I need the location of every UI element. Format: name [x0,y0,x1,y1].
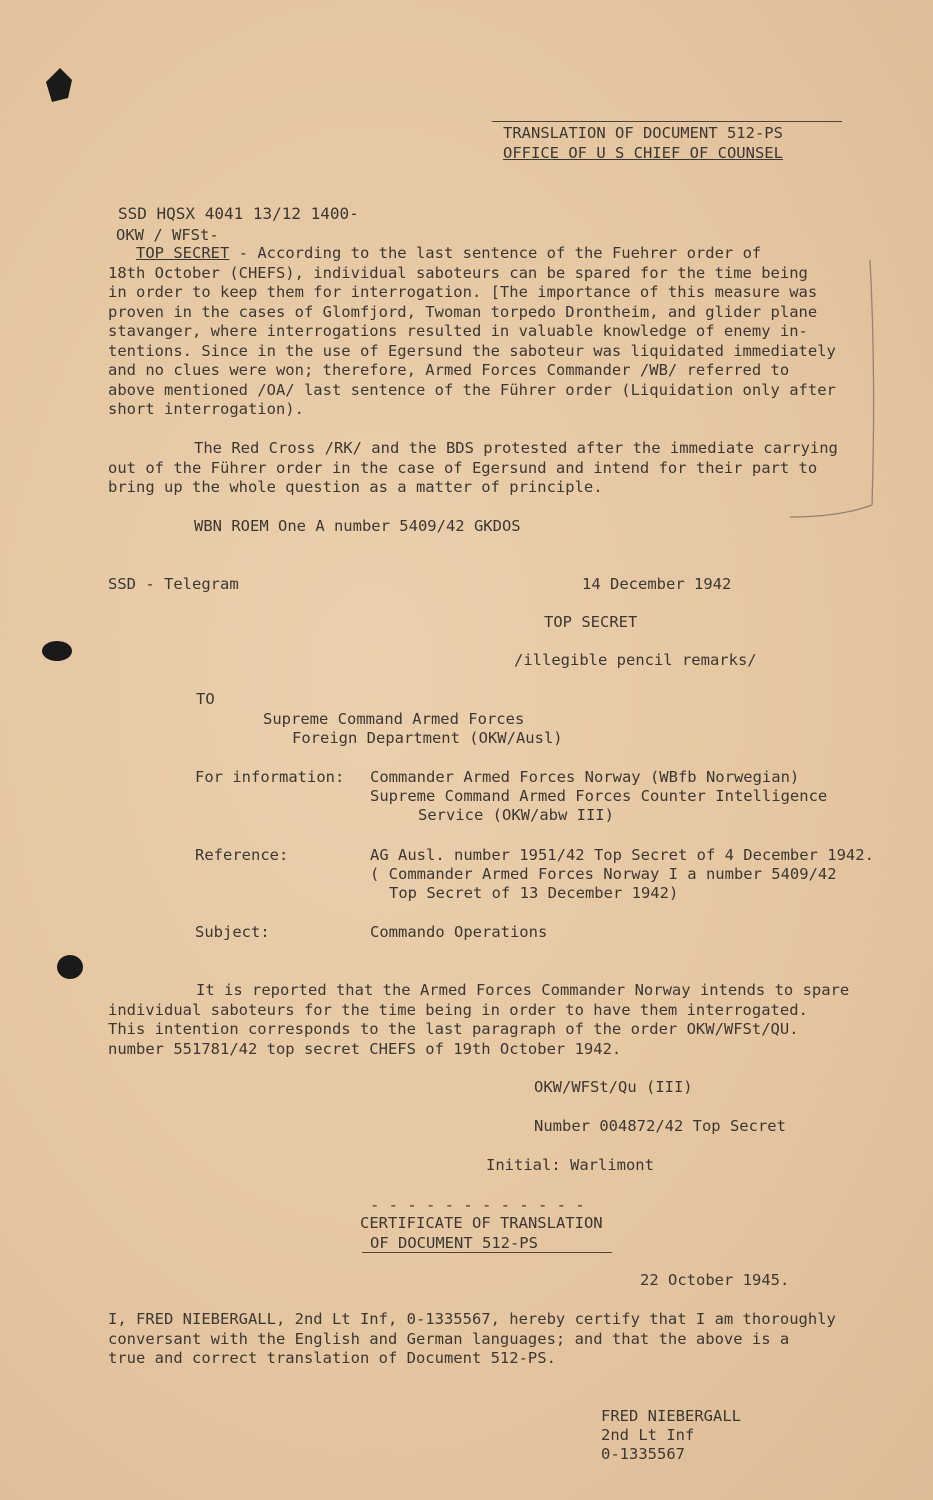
para2-line-1: The Red Cross /RK/ and the BDS protested after the immediate carrying [194,439,838,457]
reference-label: Reference: [195,846,289,864]
header-line-1: TRANSLATION OF DOCUMENT 512-PS [503,124,783,142]
certificate-line-2: conversant with the English and German languages; and that the above is a [108,1329,790,1348]
from-line: OKW / WFSt- [116,226,219,244]
number-line: Number 004872/42 Top Secret [534,1117,786,1135]
to-line-2: Foreign Department (OKW/Ausl) [292,729,563,747]
office-line: OKW/WFSt/Qu (III) [534,1078,693,1096]
telegram-body-line-1: It is reported that the Armed Forces Commander Norway intends to spare [196,981,850,999]
telegram-label: SSD - Telegram [108,575,239,593]
pencil-remarks-note: /illegible pencil remarks/ [514,651,757,669]
body-line-9: short interrogation). [108,400,304,418]
body-line-3: in order to keep them for interrogation. [The importance of this measure was [108,283,818,301]
reference-line-3: Top Secret of 13 December 1942) [389,884,679,902]
pencil-bracket-mark [760,255,880,525]
separator-dashes: - - - - - - - - - - - - [370,1196,585,1214]
to-line-1: Supreme Command Armed Forces [263,710,525,728]
certificate-title-1: CERTIFICATE OF TRANSLATION [360,1214,603,1232]
initial-line: Initial: Warlimont [486,1156,654,1174]
signature-name: FRED NIEBERGALL [601,1407,741,1425]
info-line-2: Supreme Command Armed Forces Counter Intelligence [370,787,828,805]
punch-hole-middle [40,636,74,666]
body-line-8: above mentioned /OA/ last sentence of the Führer order (Liquidation only after [108,380,836,399]
info-line-1: Commander Armed Forces Norway (WBfb Norwegian) [370,768,800,786]
telegram-classification: TOP SECRET [544,613,638,631]
body-line-6: tentions. Since in the use of Egersund the saboteur was liquidated immediately [108,341,836,360]
certificate-title-rule [362,1252,612,1253]
telegram-body-line-4: number 551781/42 top secret CHEFS of 19th October 1942. [108,1039,622,1058]
body-line-5: stavanger, where interrogations resulted in valuable knowledge of enemy in- [108,322,808,340]
punch-hole-top [38,62,78,106]
body-line-2: 18th October (CHEFS), individual saboteurs can be spared for the time being [108,263,808,282]
routing-line: SSD HQSX 4041 13/12 1400- [118,204,359,223]
signature-rank: 2nd Lt Inf [601,1426,695,1444]
certificate-title-2: OF DOCUMENT 512-PS [370,1234,538,1252]
certificate-line-3: true and correct translation of Document 512-PS. [108,1349,556,1367]
header-line-2: OFFICE OF U S CHIEF OF COUNSEL [503,144,783,162]
info-label: For information: [195,768,345,786]
telegram-date: 14 December 1942 [582,575,732,593]
to-label: TO [196,690,215,708]
subject-value: Commando Operations [370,923,548,941]
certificate-body [108,1310,898,1369]
body-line-7: and no clues were won; therefore, Armed Forces Commander /WB/ referred to [108,361,790,379]
certificate-line-1: I, FRED NIEBERGALL, 2nd Lt Inf, 0-1335567, hereby certify that I am thoroughly [108,1310,836,1328]
punch-hole-bottom [54,952,86,982]
reference-line-2: ( Commander Armed Forces Norway I a number 5409/42 [370,865,837,883]
body-line-1: TOP SECRET - According to the last sentence of the Fuehrer order of [136,244,762,262]
wbn-line: WBN ROEM One A number 5409/42 GKDOS [194,517,521,535]
subject-label: Subject: [195,923,270,941]
reference-line-1: AG Ausl. number 1951/42 Top Secret of 4 December 1942. [370,846,874,864]
telegram-body-line-3: This intention corresponds to the last paragraph of the order OKW/WFSt/QU. [108,1020,799,1038]
telegram-body-line-2: individual saboteurs for the time being in order to have them interrogated. [108,1000,808,1019]
header-top-rule [492,121,842,122]
info-line-3: Service (OKW/abw III) [418,806,614,824]
body-line-4: proven in the cases of Glomfjord, Twoman torpedo Drontheim, and glider plane [108,302,818,321]
signature-serial: 0-1335567 [601,1445,685,1463]
para2-line-3: bring up the whole question as a matter of principle. [108,478,603,496]
para2-line-2: out of the Führer order in the case of Egersund and intend for their part to [108,458,818,477]
telegram-body [108,981,898,1059]
certificate-date: 22 October 1945. [640,1271,790,1289]
